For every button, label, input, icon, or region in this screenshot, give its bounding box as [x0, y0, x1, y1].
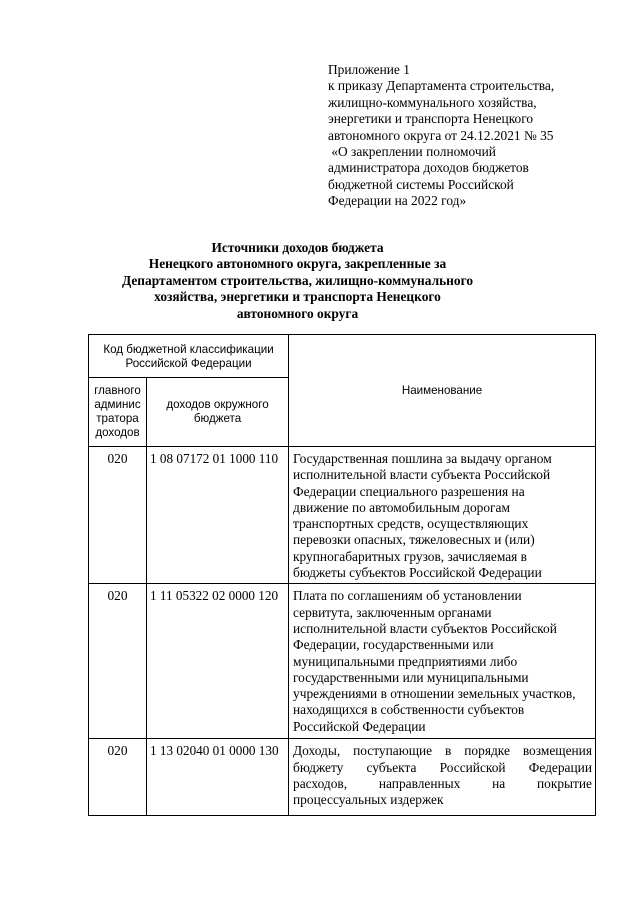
appendix-line: к приказу Департамента строительства,: [328, 78, 555, 94]
name-line: транспортных средств, осуществляющих: [293, 516, 529, 532]
appendix-line: автономного округа от 24.12.2021 № 35: [328, 127, 554, 143]
budget-code-cell: 1 13 02040 01 0000 130: [147, 739, 289, 816]
appendix-line: жилищно-коммунального хозяйства,: [328, 94, 537, 110]
table-row: [89, 584, 596, 739]
table-row: [89, 739, 596, 816]
name-line: крупногабаритных грузов, зачисляемая в: [293, 548, 527, 564]
name-line: бюджету субъекта Российской Федерации: [293, 759, 593, 775]
appendix-line: энергетики и транспорта Ненецкого: [328, 111, 534, 127]
name-line: Доходы, поступающие в порядке возмещения: [293, 743, 593, 759]
name-line: Плата по соглашениям об установлении: [293, 588, 522, 604]
header-admin-line: доходов: [95, 426, 140, 439]
name-line: Федерации специального разрешения на: [293, 483, 525, 499]
name-line: муниципальными предприятиями либо: [293, 653, 518, 669]
title-line: автономного округа: [236, 305, 359, 321]
header-code-line: Код бюджетной классификации: [103, 342, 274, 356]
title-line: Ненецкого автономного округа, закрепленные за: [148, 256, 447, 272]
income-sources-table: [88, 334, 596, 816]
admin-code-cell: 020: [89, 584, 147, 739]
appendix-line: Федерации на 2022 год»: [328, 193, 467, 209]
appendix-line: администратора доходов бюджетов: [328, 160, 529, 176]
admin-code-cell: 020: [89, 447, 147, 584]
header-name: [289, 335, 596, 447]
name-line: расходов, направленных на покрытие: [293, 775, 593, 791]
name-line: исполнительной власти субъекта Российской: [293, 467, 551, 483]
title-line: Департаментом строительства, жилищно-коммунального: [121, 272, 474, 288]
name-line: Федерации, государственными или: [293, 637, 494, 653]
name-line: бюджеты субъектов Российской Федерации: [293, 565, 542, 581]
name-line: исполнительной власти субъектов Российской: [293, 620, 557, 636]
income-name-cell: [289, 739, 596, 816]
document-title: [90, 240, 505, 322]
table-row: [89, 447, 596, 584]
appendix-line: Приложение 1: [328, 62, 410, 77]
name-line: движение по автомобильным дорогам: [293, 499, 510, 515]
header-admin-line: админис: [94, 398, 141, 411]
header-code-group: [89, 335, 289, 378]
name-line: Российской Федерации: [293, 718, 426, 734]
name-line: перевозки опасных, тяжеловесных и (или): [293, 532, 535, 548]
header-income: [147, 378, 289, 447]
header-admin-line: тратора: [96, 412, 139, 425]
budget-code-cell: 1 08 07172 01 1000 110: [147, 447, 289, 584]
header-income-line: доходов окружного: [166, 398, 269, 411]
title-line: хозяйства, энергетики и транспорта Ненецкого: [154, 289, 441, 305]
admin-code-cell: 020: [89, 739, 147, 816]
title-line: Источники доходов бюджета: [211, 240, 384, 255]
name-line: сервитута, заключенным органами: [293, 604, 492, 620]
name-line: находящихся в собственности субъектов: [293, 702, 525, 718]
header-name-label: Наименование: [401, 383, 483, 397]
name-line: процессуальных издержек: [293, 792, 444, 808]
header-admin: [89, 378, 147, 447]
header-code-line: Российской Федерации: [125, 356, 252, 370]
header-income-line: бюджета: [193, 412, 242, 425]
appendix-line: бюджетной системы Российской: [328, 176, 514, 192]
appendix-block: [328, 62, 618, 210]
appendix-line: «О закреплении полномочий: [328, 144, 496, 160]
name-line: учреждениями в отношении земельных участков,: [293, 686, 576, 702]
header-admin-line: главного: [94, 384, 141, 397]
income-name-cell: [289, 584, 596, 739]
budget-code-cell: 1 11 05322 02 0000 120: [147, 584, 289, 739]
table-header-row: [89, 335, 596, 378]
name-line: Государственная пошлина за выдачу органом: [293, 451, 552, 466]
name-line: государственными или муниципальными: [293, 669, 529, 685]
income-name-cell: [289, 447, 596, 584]
